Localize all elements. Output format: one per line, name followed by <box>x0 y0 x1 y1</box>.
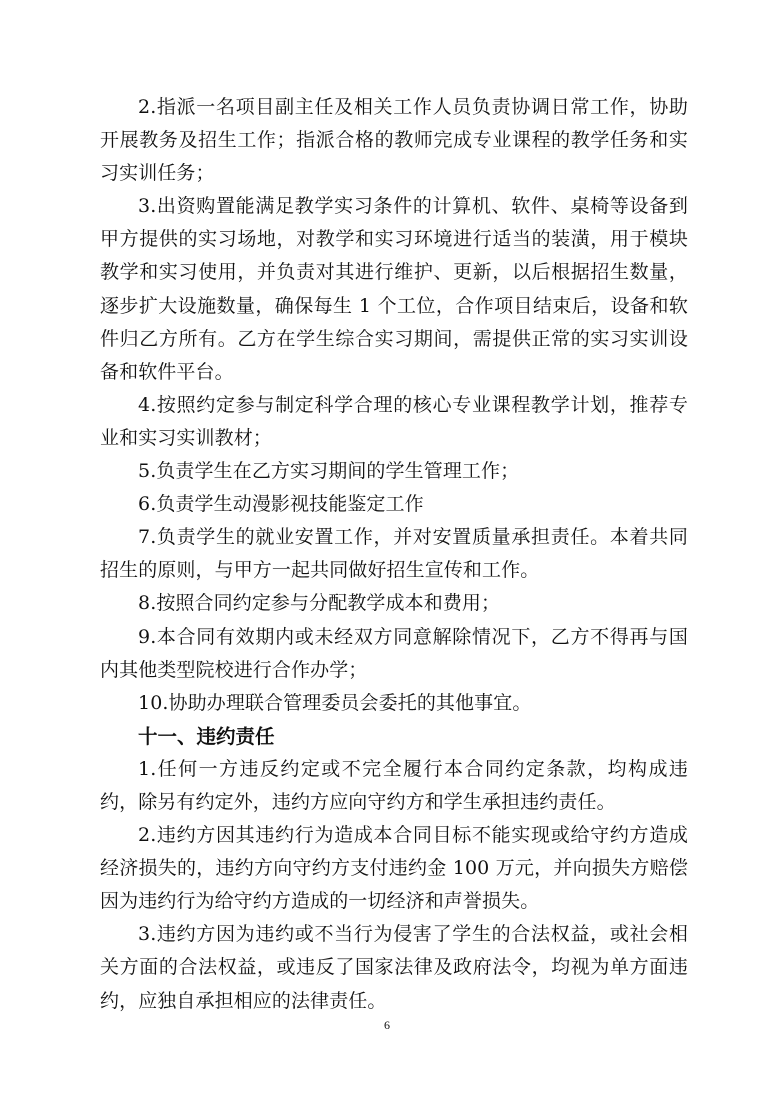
clause-paragraph: 2.指派一名项目副主任及相关工作人员负责协调日常工作，协助开展教务及招生工作；指派合格的教师完成专业课程的教学任务和实习实训任务； <box>100 96 688 185</box>
clause-paragraph: 9.本合同有效期内或未经双方同意解除情况下，乙方不得再与国内其他类型院校进行合作办学； <box>100 625 688 681</box>
clause-paragraph: 3.出资购置能满足教学实习条件的计算机、软件、桌椅等设备到甲方提供的实习场地，对教学和实习环境进行适当的装潢，用于模块教学和实习使用，并负责对其进行维护、更新，以后根据招生数量，逐步扩大设施数量，确保每生 1 个工位，合作项目结束后，设备和软件归乙方所有。乙方在学生综合实习期间，需提供正常的实习实训设备和软件平台。 <box>100 195 688 383</box>
clause-paragraph: 10.协助办理联合管理委员会委托的其他事宜。 <box>138 691 532 714</box>
clause-paragraph: 8.按照合同约定参与分配教学成本和费用； <box>138 592 501 615</box>
clause-paragraph: 5.负责学生在乙方实习期间的学生管理工作； <box>138 460 520 483</box>
clause-paragraph: 7.负责学生的就业安置工作，并对安置质量承担责任。本着共同招生的原则，与甲方一起共同做好招生宣传和工作。 <box>100 526 688 582</box>
clause-paragraph: 3.违约方因为违约或不当行为侵害了学生的合法权益，或社会相关方面的合法权益，或违反了国家法律及政府法令，均视为单方面违约，应独自承担相应的法律责任。 <box>100 923 688 1012</box>
clause-paragraph: 4.按照约定参与制定科学合理的核心专业课程教学计划，推荐专业和实习实训教材； <box>100 393 688 449</box>
page-number: 6 <box>384 1018 390 1032</box>
clause-paragraph: 1.任何一方违反约定或不完全履行本合同约定条款，均构成违约，除另有约定外，违约方应向守约方和学生承担违约责任。 <box>100 757 688 813</box>
section-heading: 十一、违约责任 <box>138 724 275 748</box>
clause-paragraph: 2.违约方因其违约行为造成本合同目标不能实现或给守约方造成经济损失的，违约方向守约方支付违约金 100 万元，并向损失方赔偿因为违约行为给守约方造成的一切经济和声誉损失。 <box>100 824 688 913</box>
document-body <box>100 91 688 1018</box>
clause-paragraph: 6.负责学生动漫影视技能鉴定工作 <box>138 493 424 516</box>
